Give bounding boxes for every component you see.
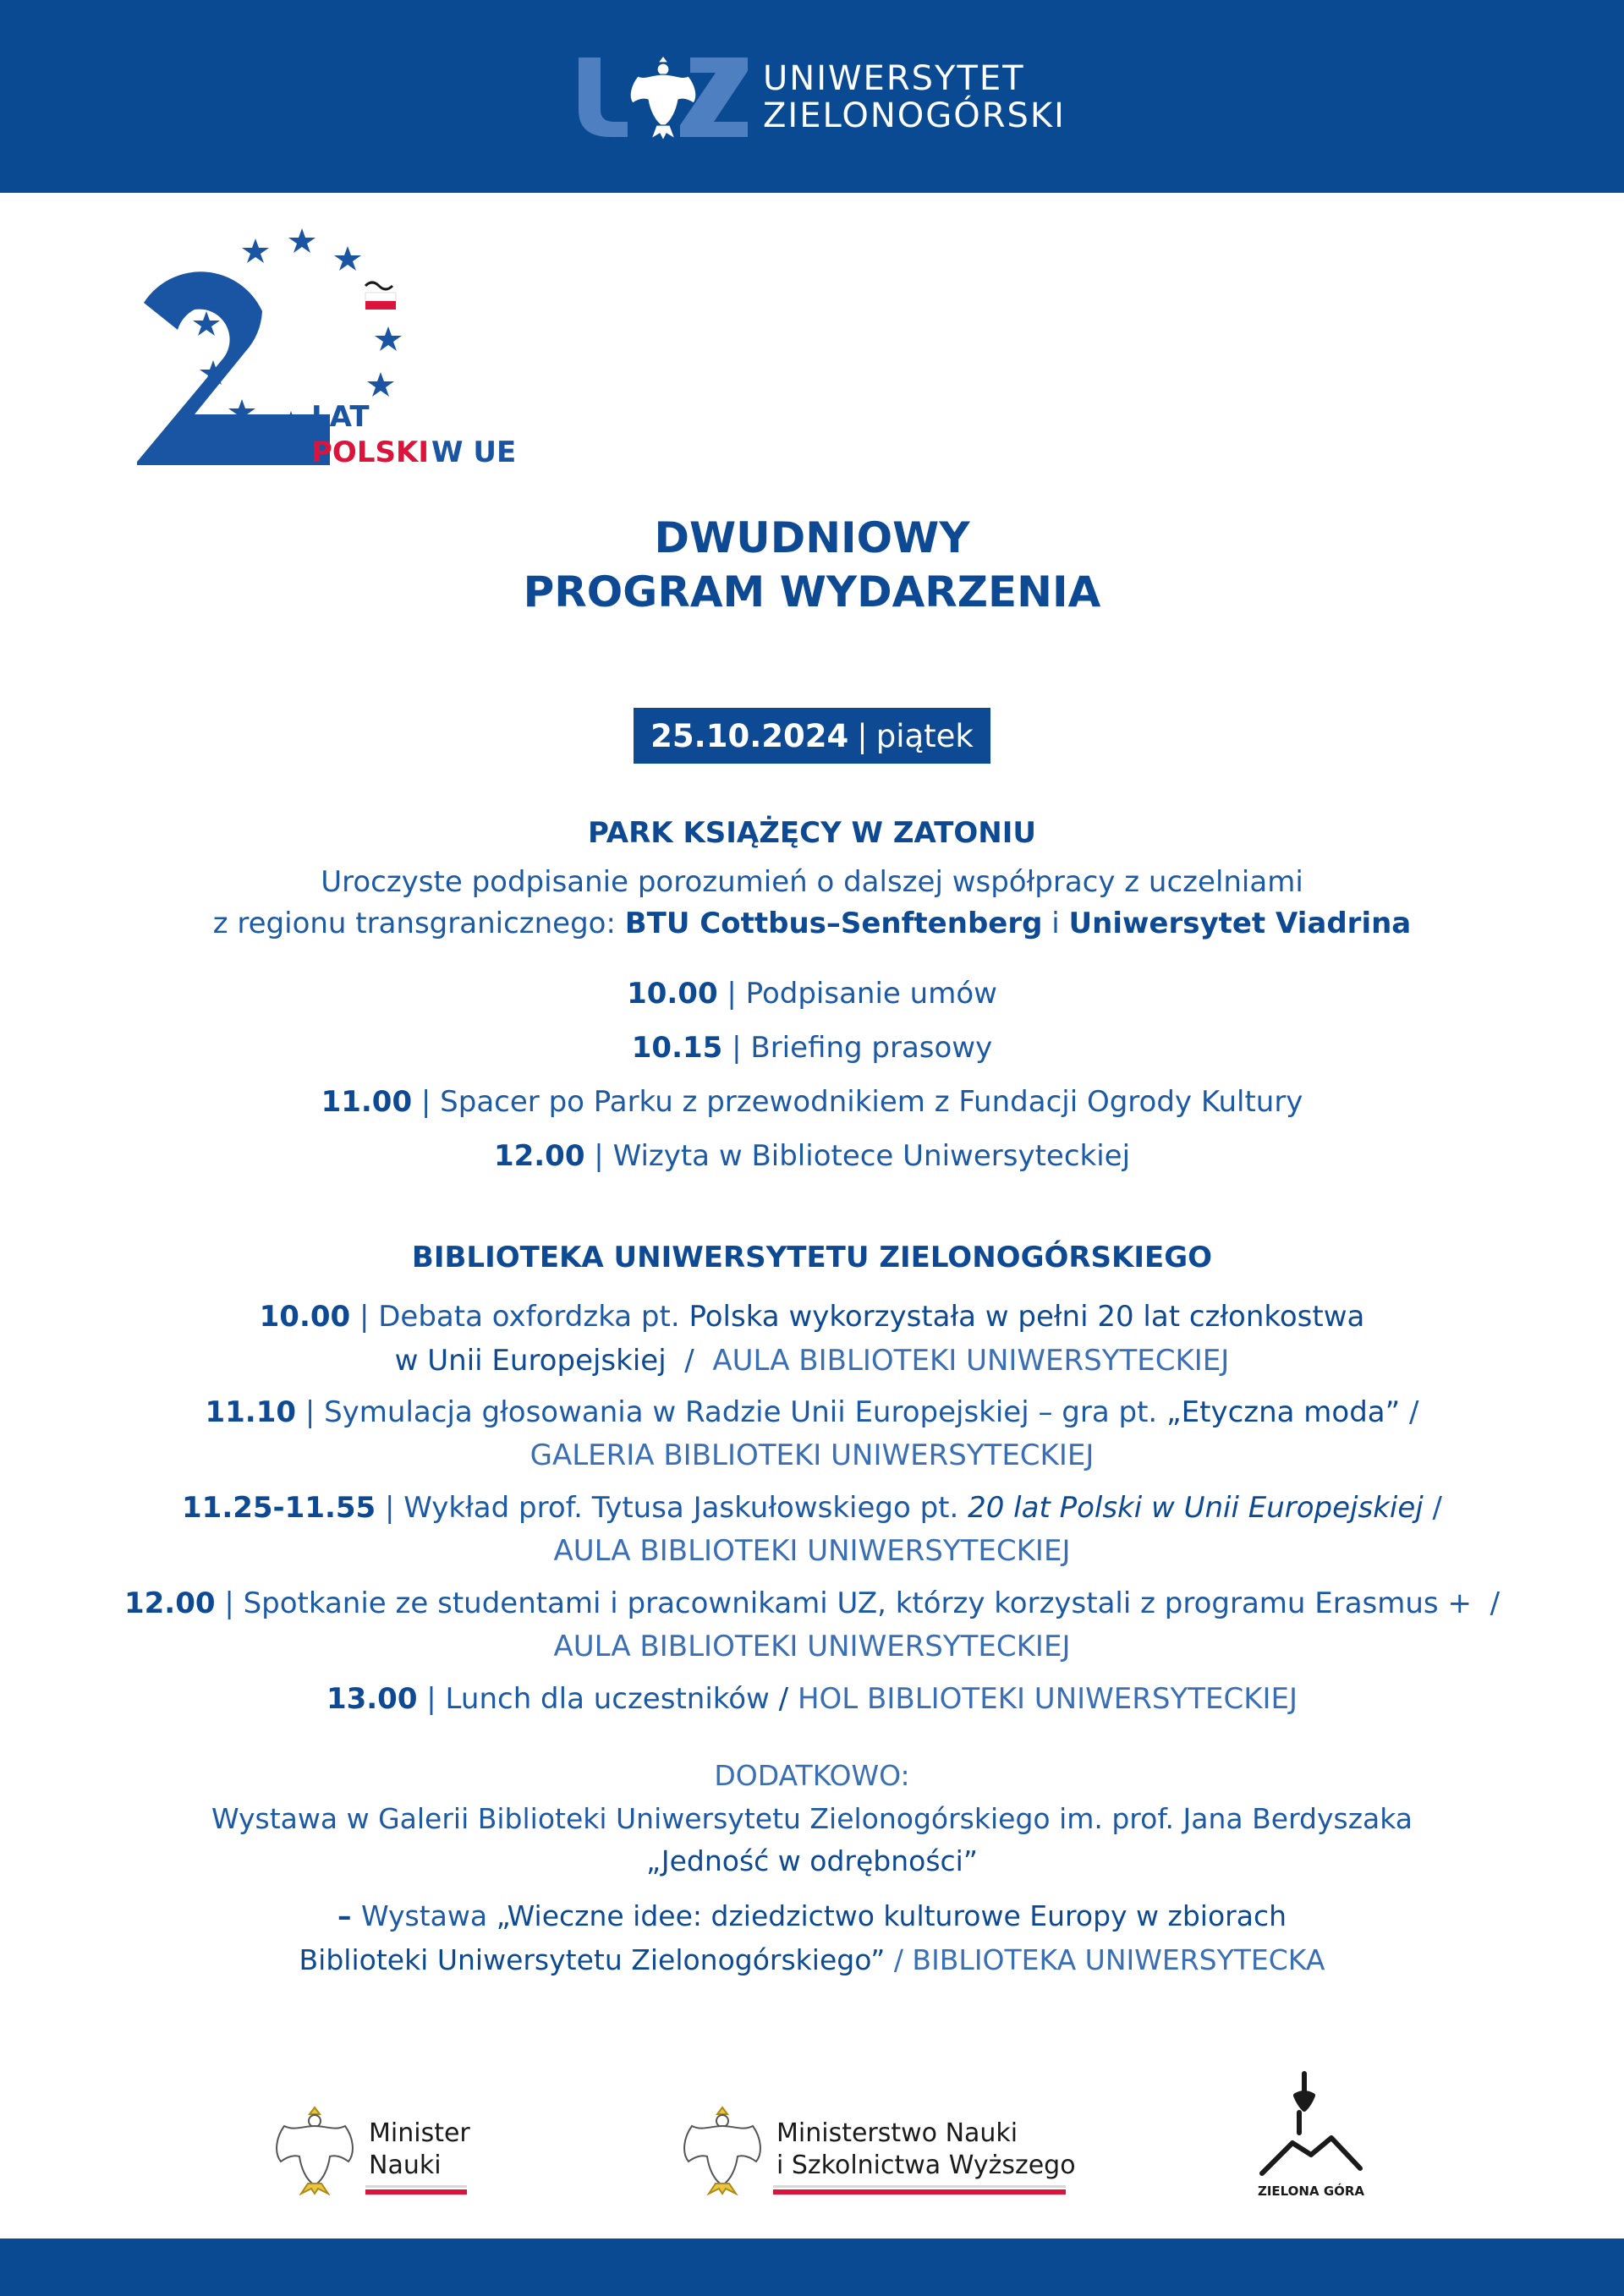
extra-title: Biblioteki Uniwersytetu Zielonogórskiego” (299, 1943, 886, 1976)
library-item-5-line1 (0, 1682, 1624, 1716)
anniversary-w-ue: W UE (431, 436, 517, 469)
partner-btu: BTU Cottbus–Senftenberg (624, 907, 1043, 940)
library-item-2-place: GALERIA BIBLIOTEKI UNIWERSYTECKIEJ (529, 1438, 1095, 1472)
library-item-time: 13.00 (326, 1682, 418, 1716)
extra-title: „Wieczne idee: dziedzictwo kulturowe Europy w zbiorach (496, 1899, 1287, 1932)
library-item-time: 12.00 (123, 1586, 216, 1620)
library-item-time: 11.25-11.55 (182, 1491, 376, 1525)
extra-line1: Wystawa w Galerii Biblioteki Uniwersytetu Zielonogórskiego im. prof. Jana Berdyszaka (211, 1802, 1413, 1835)
flag-stripe-red (365, 2189, 467, 2195)
page-title (0, 511, 1624, 619)
university-logo (579, 51, 1066, 144)
library-item-place: AULA BIBLIOTEKI UNIWERSYTECKIEJ (712, 1344, 1230, 1378)
library-item-sep: / (666, 1344, 713, 1378)
park-item-time: 12.00 (493, 1139, 585, 1173)
date-separator: | (857, 717, 868, 754)
library-item-1-line2 (0, 1344, 1624, 1378)
park-item-text: | Podpisanie umów (717, 977, 997, 1011)
library-item-text: | Debata oxfordzka pt. (350, 1300, 689, 1334)
minister-line2: Nauki (369, 2151, 442, 2180)
ministry-line1: Ministerstwo Nauki (776, 2118, 1018, 2148)
library-item-text: | Wykład prof. Tytusa Jaskułowskiego pt. (376, 1491, 968, 1525)
park-item-text: | Wizyta w Bibliotece Uniwersyteckiej (584, 1139, 1131, 1173)
university-name-line1: UNIWERSYTET (763, 59, 1025, 98)
ministry-line2: i Szkolnictwa Wyższego (776, 2151, 1076, 2180)
extra-label: DODATKOWO: (714, 1759, 910, 1792)
uz-eagle-logo-icon (579, 51, 748, 144)
date-badge (634, 708, 990, 764)
university-name-line2: ZIELONOGÓRSKI (763, 96, 1066, 135)
park-item-time: 11.00 (321, 1085, 413, 1119)
library-heading: BIBLIOTEKA UNIWERSYTETU ZIELONOGÓRSKIEGO (411, 1241, 1213, 1274)
polish-eagle-icon (271, 2104, 359, 2195)
library-item-text: | Spotkanie ze studentami i pracownikami UZ, którzy korzystali z programu Erasmus + (215, 1586, 1472, 1620)
library-item-title: w Unii Europejskiej (394, 1344, 667, 1378)
library-item-sep: / (1423, 1491, 1442, 1525)
university-name (763, 60, 1066, 134)
park-item-time: 10.00 (627, 977, 718, 1011)
title-line1: DWUDNIOWY (654, 513, 970, 562)
park-description-line2 (0, 907, 1624, 940)
extra-place: / BIBLIOTEKA UNIWERSYTECKA (885, 1943, 1325, 1976)
zielona-gora-hill-icon (1252, 2070, 1370, 2206)
ministry-logo (678, 2104, 1076, 2195)
extra-text: Wystawa (360, 1899, 497, 1932)
library-item-sep: / (1471, 1586, 1501, 1620)
library-item-2-line1 (0, 1395, 1624, 1429)
library-item-sep: / (1400, 1395, 1419, 1429)
library-item-1-line1 (0, 1300, 1624, 1334)
park-description-line1: Uroczyste podpisanie porozumień o dalszej współpracy z uczelniami (321, 865, 1303, 899)
anniversary-lat: LAT (311, 400, 370, 434)
polish-eagle-icon (678, 2104, 766, 2195)
library-item-time: 11.10 (205, 1395, 297, 1429)
event-day: piątek (875, 717, 974, 754)
park-desc-text: z regionu transgranicznego: (212, 907, 625, 940)
park-item-4 (0, 1139, 1624, 1173)
library-item-text: | Lunch dla uczestników (417, 1682, 770, 1716)
park-item-time: 10.15 (631, 1031, 723, 1065)
minister-line1: Minister (369, 2118, 470, 2148)
twenty-years-logo-icon (127, 218, 533, 472)
park-heading: PARK KSIĄŻĘCY W ZATONIU (587, 816, 1037, 850)
flag-stripe-red (773, 2189, 1066, 2195)
park-item-1 (0, 977, 1624, 1011)
library-item-3-place: AULA BIBLIOTEKI UNIWERSYTECKIEJ (553, 1534, 1071, 1568)
library-item-4-line1 (0, 1586, 1624, 1620)
park-desc-and: i (1042, 907, 1069, 940)
extra-dash: – (337, 1899, 361, 1932)
extra-line4 (0, 1943, 1624, 1976)
city-name: ZIELONA GÓRA (1257, 2184, 1365, 2199)
extra-line3 (0, 1899, 1624, 1932)
library-item-time: 10.00 (259, 1300, 351, 1334)
library-item-place: HOL BIBLIOTEKI UNIWERSYTECKIEJ (797, 1682, 1298, 1716)
library-item-title: Polska wykorzystała w pełni 20 lat członkostwa (689, 1300, 1365, 1334)
eu-stars-icon (193, 228, 402, 436)
zielona-gora-logo (1252, 2070, 1370, 2206)
anniversary-polski: POLSKI (311, 436, 429, 469)
extra-line2: „Jedność w odrębności” (646, 1844, 978, 1877)
park-item-3 (0, 1085, 1624, 1119)
event-date: 25.10.2024 (650, 717, 849, 754)
footer-band (0, 2238, 1624, 2296)
park-item-2 (0, 1031, 1624, 1065)
library-item-title: „Etyczna moda” (1166, 1395, 1401, 1429)
anniversary-logo (127, 218, 533, 472)
partner-viadrina: Uniwersytet Viadrina (1068, 907, 1412, 940)
park-item-text: | Spacer po Parku z przewodnikiem z Fundacji Ogrody Kultury (412, 1085, 1303, 1119)
title-line2: PROGRAM WYDARZENIA (523, 567, 1101, 616)
library-item-sep: / (769, 1682, 798, 1716)
library-item-3-line1 (0, 1491, 1624, 1525)
library-item-text: | Symulacja głosowania w Radzie Unii Europejskiej – gra pt. (296, 1395, 1167, 1429)
library-item-4-place: AULA BIBLIOTEKI UNIWERSYTECKIEJ (553, 1630, 1071, 1663)
minister-logo (271, 2104, 470, 2195)
park-item-text: | Briefing prasowy (722, 1031, 993, 1065)
library-item-title: 20 lat Polski w Unii Europejskiej (968, 1491, 1424, 1525)
